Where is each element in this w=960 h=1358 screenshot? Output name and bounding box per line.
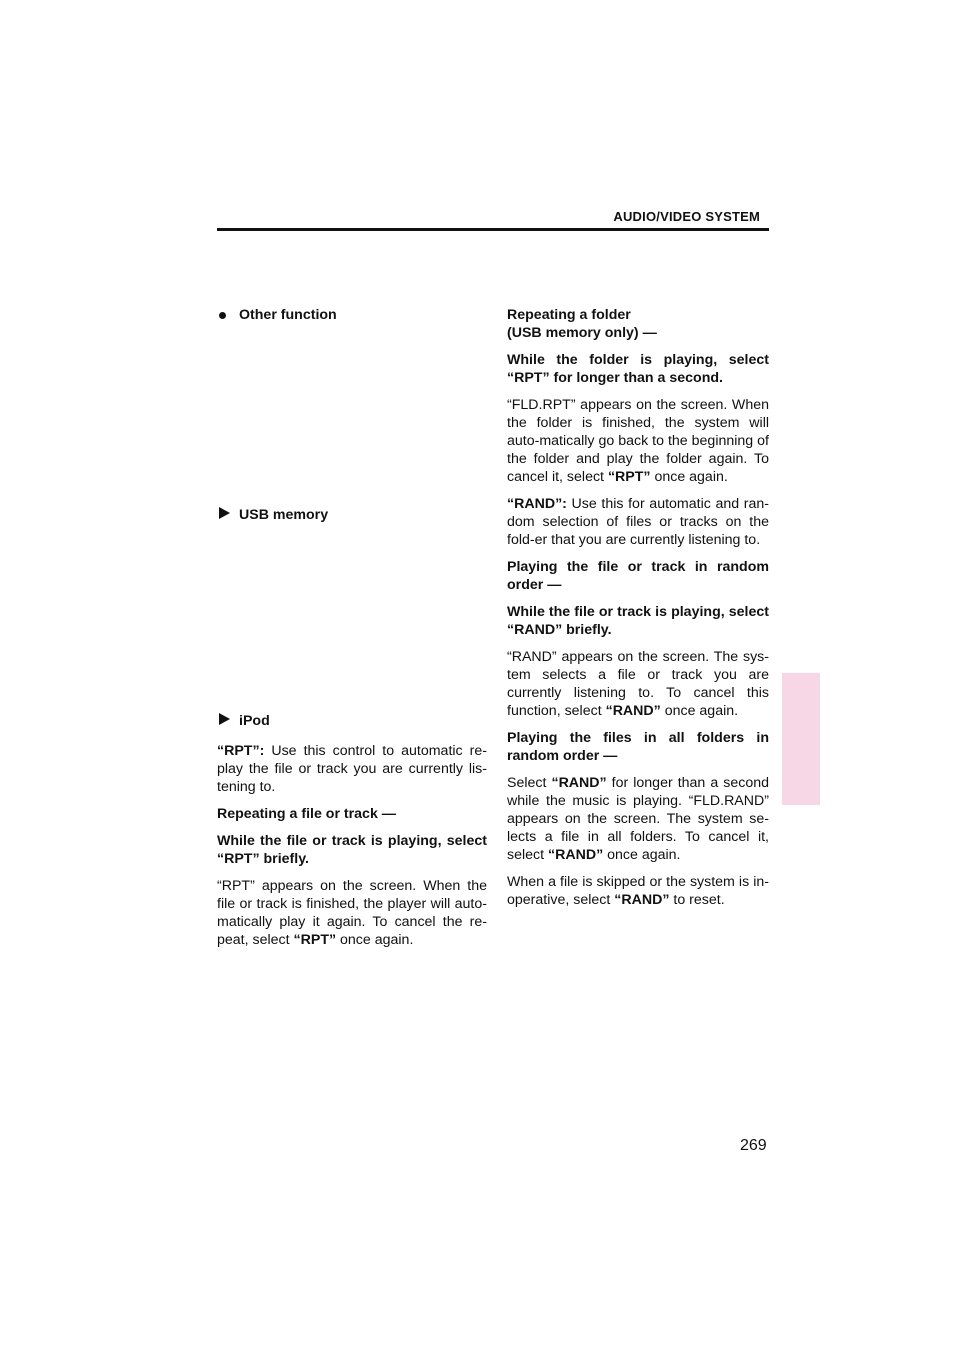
heading-other-function: Other function bbox=[217, 306, 487, 324]
chapter-tab bbox=[782, 673, 820, 805]
repeat-body: “RPT” appears on the screen. When the file or track is finished, the player will auto-matically play it again. To cancel the re-peat, select “RPT” once again. bbox=[217, 878, 487, 948]
random-body: “RAND” appears on the screen. The sys-tem selects a file or track you are currently listening to. To cancel this function, select “RAND” once again. bbox=[507, 649, 769, 719]
left-column bbox=[217, 306, 487, 958]
folder-body: “FLD.RPT” appears on the screen. When the folder is finished, the system will auto-matically go back to the beginning of the folder and play the folder again. To cancel it, select “RPT” once again. bbox=[507, 397, 769, 485]
skip-body: When a file is skipped or the system is in-operative, select “RAND” to reset. bbox=[507, 874, 769, 908]
repeat-heading: Repeating a file or track — bbox=[217, 806, 396, 822]
triangle-bullet-icon bbox=[219, 507, 230, 519]
repeat-instruction: While the file or track is playing, select “RPT” briefly. bbox=[217, 833, 487, 867]
all-folders-body: Select “RAND” for longer than a second while the music is playing. “FLD.RAND” appears on the screen. The system se-lects a file in all folders. To cancel it, select “RAND” once again. bbox=[507, 775, 770, 863]
random-instruction: While the file or track is playing, select “RAND” briefly. bbox=[507, 604, 769, 638]
all-folders-heading: Playing the files in all folders in random order — bbox=[507, 730, 769, 764]
right-column bbox=[507, 306, 769, 918]
folder-instruction: While the folder is playing, select “RPT” for longer than a second. bbox=[507, 352, 769, 386]
rpt-description: “RPT”: Use this control to automatic re-play the file or track you are currently lis-tening to. bbox=[217, 743, 487, 795]
triangle-bullet-icon bbox=[219, 713, 230, 725]
rand-description: “RAND”: Use this for automatic and ran-dom selection of files or tracks on the fold-er that you are currently listening to. bbox=[507, 496, 769, 548]
header-rule bbox=[217, 228, 769, 231]
random-heading: Playing the file or track in random order — bbox=[507, 559, 769, 593]
heading-ipod: iPod bbox=[217, 712, 487, 730]
page-number: 269 bbox=[740, 1137, 767, 1154]
bullet-dot-icon bbox=[219, 312, 226, 319]
section-header-title: AUDIO/VIDEO SYSTEM bbox=[613, 209, 760, 224]
heading-usb-memory: USB memory bbox=[217, 506, 487, 524]
folder-heading: Repeating a folder (USB memory only) — bbox=[507, 307, 657, 341]
